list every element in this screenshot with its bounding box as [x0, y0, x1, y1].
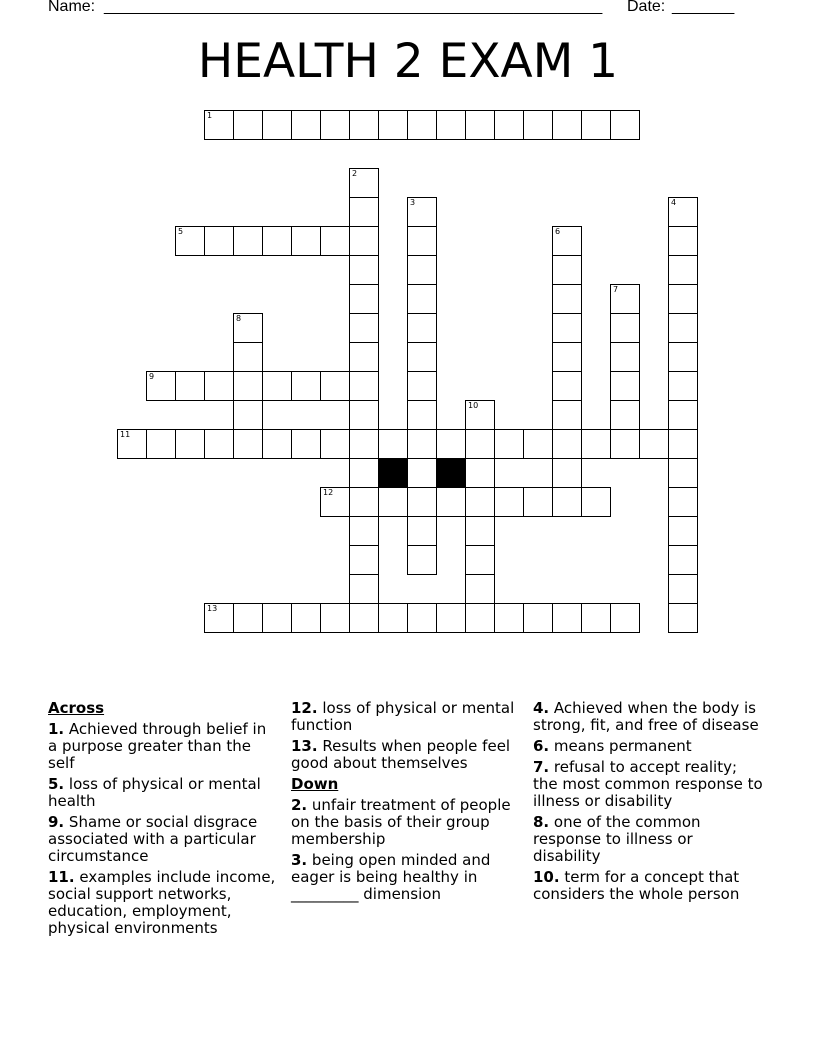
grid-cell[interactable] — [552, 458, 582, 488]
grid-cell[interactable] — [407, 342, 437, 372]
grid-cell[interactable] — [407, 255, 437, 285]
grid-cell[interactable] — [552, 371, 582, 401]
grid-cell[interactable] — [465, 110, 495, 140]
grid-cell[interactable] — [349, 313, 379, 343]
grid-cell[interactable] — [668, 313, 698, 343]
grid-cell[interactable] — [146, 371, 176, 401]
grid-cell[interactable] — [639, 429, 669, 459]
grid-cell[interactable] — [552, 110, 582, 140]
clue-text: examples include income, social support networks, education, employment, physical environments — [48, 868, 276, 937]
clue-number-label: 6 — [555, 227, 561, 236]
grid-cell[interactable] — [436, 110, 466, 140]
clue-number-label: 13 — [207, 604, 218, 613]
grid-cell[interactable] — [320, 110, 350, 140]
grid-cell[interactable] — [233, 110, 263, 140]
grid-cell[interactable] — [523, 429, 553, 459]
grid-cell[interactable] — [262, 226, 292, 256]
grid-cell[interactable] — [523, 487, 553, 517]
grid-cell[interactable] — [146, 429, 176, 459]
grid-cell[interactable] — [465, 574, 495, 604]
clue-number-label: 10 — [468, 401, 479, 410]
clue-number: 9. — [48, 813, 65, 831]
grid-cell[interactable] — [349, 429, 379, 459]
clue-number-label: 11 — [120, 430, 131, 439]
grid-cell[interactable] — [552, 226, 582, 256]
grid-cell[interactable] — [552, 400, 582, 430]
clue-number: 10. — [533, 868, 560, 886]
grid-cell[interactable] — [349, 545, 379, 575]
grid-cell[interactable] — [552, 429, 582, 459]
grid-cell[interactable] — [668, 342, 698, 372]
grid-cell[interactable] — [233, 226, 263, 256]
grid-cell[interactable] — [465, 487, 495, 517]
grid-cell[interactable] — [668, 371, 698, 401]
clue-text: unfair treatment of people on the basis of their group membership — [291, 796, 511, 848]
grid-cell[interactable] — [349, 371, 379, 401]
grid-cell[interactable] — [407, 545, 437, 575]
grid-cell[interactable] — [407, 429, 437, 459]
clues-column-3 — [533, 700, 763, 907]
grid-cell[interactable] — [552, 487, 582, 517]
clue-down-8 — [533, 814, 763, 865]
grid-cell[interactable] — [349, 458, 379, 488]
clue-number-label: 7 — [613, 285, 619, 294]
name-line: ________________________________________________________ — [104, 0, 603, 15]
grid-cell[interactable] — [233, 429, 263, 459]
grid-cell[interactable] — [291, 603, 321, 633]
grid-cell[interactable] — [233, 313, 263, 343]
grid-cell[interactable] — [320, 429, 350, 459]
clue-number-label: 8 — [236, 314, 242, 323]
grid-cell[interactable] — [291, 429, 321, 459]
grid-cell[interactable] — [204, 429, 234, 459]
grid-cell[interactable] — [117, 429, 147, 459]
grid-cell[interactable] — [204, 603, 234, 633]
clue-text: loss of physical or mental function — [291, 699, 515, 734]
black-cell — [378, 458, 408, 488]
name-label: Name: — [48, 0, 96, 15]
grid-cell[interactable] — [349, 110, 379, 140]
clue-across-11 — [48, 869, 280, 937]
grid-cell[interactable] — [465, 603, 495, 633]
grid-cell[interactable] — [465, 400, 495, 430]
grid-cell[interactable] — [465, 429, 495, 459]
grid-cell[interactable] — [262, 429, 292, 459]
grid-cell[interactable] — [552, 313, 582, 343]
clue-number: 8. — [533, 813, 550, 831]
grid-cell[interactable] — [204, 226, 234, 256]
grid-cell[interactable] — [668, 545, 698, 575]
grid-cell[interactable] — [581, 487, 611, 517]
grid-cell[interactable] — [610, 603, 640, 633]
grid-cell[interactable] — [668, 458, 698, 488]
grid-cell[interactable] — [233, 371, 263, 401]
grid-cell[interactable] — [610, 110, 640, 140]
grid-cell[interactable] — [291, 226, 321, 256]
grid-cell[interactable] — [407, 603, 437, 633]
grid-cell[interactable] — [233, 342, 263, 372]
grid-cell[interactable] — [465, 545, 495, 575]
clue-number: 12. — [291, 699, 318, 717]
grid-cell[interactable] — [349, 342, 379, 372]
grid-cell[interactable] — [668, 197, 698, 227]
clue-number: 11. — [48, 868, 75, 886]
clue-across-5 — [48, 776, 280, 810]
grid-cell[interactable] — [465, 516, 495, 546]
grid-cell[interactable] — [349, 400, 379, 430]
clue-text: refusal to accept reality; the most common response to illness or disability — [533, 758, 763, 810]
black-cell — [436, 458, 466, 488]
clue-number: 1. — [48, 720, 65, 738]
clue-number: 6. — [533, 737, 550, 755]
grid-cell[interactable] — [494, 487, 524, 517]
grid-cell[interactable] — [668, 284, 698, 314]
clue-down-2 — [291, 797, 519, 848]
across-heading: Across — [48, 699, 105, 717]
grid-cell[interactable] — [668, 400, 698, 430]
clue-across-12 — [291, 700, 519, 734]
clue-text: Results when people feel good about themselves — [291, 737, 511, 772]
grid-cell[interactable] — [320, 603, 350, 633]
grid-cell[interactable] — [436, 603, 466, 633]
grid-cell[interactable] — [349, 168, 379, 198]
grid-cell[interactable] — [291, 110, 321, 140]
grid-cell[interactable] — [378, 487, 408, 517]
clue-down-4 — [533, 700, 763, 734]
grid-cell[interactable] — [175, 371, 205, 401]
clue-number: 5. — [48, 775, 65, 793]
clue-text: one of the common response to illness or disability — [533, 813, 701, 865]
grid-cell[interactable] — [668, 487, 698, 517]
clue-text: loss of physical or mental health — [48, 775, 261, 810]
grid-cell[interactable] — [494, 603, 524, 633]
grid-cell[interactable] — [494, 429, 524, 459]
grid-cell[interactable] — [436, 429, 466, 459]
grid-cell[interactable] — [407, 487, 437, 517]
clue-number-label: 9 — [149, 372, 155, 381]
clue-down-3 — [291, 852, 519, 903]
grid-cell[interactable] — [407, 371, 437, 401]
clue-down-10 — [533, 869, 763, 903]
grid-cell[interactable] — [668, 255, 698, 285]
clue-text: means permanent — [553, 737, 692, 755]
grid-cell[interactable] — [320, 487, 350, 517]
grid-cell[interactable] — [610, 313, 640, 343]
grid-cell[interactable] — [378, 603, 408, 633]
grid-cell[interactable] — [407, 226, 437, 256]
grid-cell[interactable] — [581, 429, 611, 459]
grid-cell[interactable] — [233, 603, 263, 633]
clue-number-label: 5 — [178, 227, 184, 236]
grid-cell[interactable] — [668, 603, 698, 633]
grid-cell[interactable] — [233, 400, 263, 430]
grid-cell[interactable] — [349, 197, 379, 227]
grid-cell[interactable] — [204, 371, 234, 401]
down-heading: Down — [291, 775, 339, 793]
grid-cell[interactable] — [349, 516, 379, 546]
clue-across-9 — [48, 814, 280, 865]
grid-cell[interactable] — [378, 429, 408, 459]
grid-cell[interactable] — [465, 458, 495, 488]
grid-cell[interactable] — [610, 400, 640, 430]
grid-cell[interactable] — [349, 284, 379, 314]
clue-number: 4. — [533, 699, 550, 717]
grid-cell[interactable] — [552, 255, 582, 285]
grid-cell[interactable] — [407, 458, 437, 488]
grid-cell[interactable] — [436, 487, 466, 517]
clue-text: Shame or social disgrace associated with a particular circumstance — [48, 813, 258, 865]
clue-number-label: 1 — [207, 111, 213, 120]
grid-cell[interactable] — [494, 110, 524, 140]
grid-cell[interactable] — [523, 603, 553, 633]
grid-cell[interactable] — [610, 371, 640, 401]
grid-cell[interactable] — [610, 342, 640, 372]
grid-cell[interactable] — [320, 371, 350, 401]
grid-cell[interactable] — [581, 603, 611, 633]
grid-cell[interactable] — [407, 400, 437, 430]
clue-text: being open minded and eager is being healthy in _________ dimension — [291, 851, 491, 903]
grid-cell[interactable] — [668, 226, 698, 256]
grid-cell[interactable] — [668, 516, 698, 546]
grid-cell[interactable] — [610, 429, 640, 459]
grid-cell[interactable] — [407, 110, 437, 140]
grid-cell[interactable] — [349, 487, 379, 517]
grid-cell[interactable] — [552, 603, 582, 633]
date-line: _______ — [672, 0, 735, 15]
clue-number: 7. — [533, 758, 550, 776]
grid-cell[interactable] — [407, 284, 437, 314]
grid-cell[interactable] — [349, 255, 379, 285]
grid-cell[interactable] — [291, 371, 321, 401]
clue-down-6 — [533, 738, 763, 755]
clues-column-2 — [291, 700, 519, 907]
grid-cell[interactable] — [262, 603, 292, 633]
clue-across-1 — [48, 721, 280, 772]
clue-number: 3. — [291, 851, 308, 869]
grid-cell[interactable] — [320, 226, 350, 256]
clue-text: Achieved through belief in a purpose greater than the self — [48, 720, 267, 772]
clue-number: 13. — [291, 737, 318, 755]
grid-cell[interactable] — [175, 429, 205, 459]
grid-cell[interactable] — [407, 516, 437, 546]
grid-cell[interactable] — [407, 313, 437, 343]
grid-cell[interactable] — [349, 574, 379, 604]
grid-cell[interactable] — [610, 284, 640, 314]
clue-down-7 — [533, 759, 763, 810]
grid-cell[interactable] — [262, 110, 292, 140]
grid-cell[interactable] — [668, 574, 698, 604]
clue-text: Achieved when the body is strong, fit, and free of disease — [533, 699, 759, 734]
page-title: HEALTH 2 EXAM 1 — [197, 34, 619, 89]
grid-cell[interactable] — [407, 197, 437, 227]
grid-cell[interactable] — [668, 429, 698, 459]
grid-cell[interactable] — [349, 603, 379, 633]
clue-across-13 — [291, 738, 519, 772]
clue-number-label: 3 — [410, 198, 416, 207]
grid-cell[interactable] — [523, 110, 553, 140]
grid-cell[interactable] — [262, 371, 292, 401]
clues-column-1 — [48, 700, 280, 941]
clue-text: term for a concept that considers the whole person — [533, 868, 740, 903]
grid-cell[interactable] — [552, 342, 582, 372]
grid-cell[interactable] — [378, 110, 408, 140]
grid-cell[interactable] — [204, 110, 234, 140]
date-label: Date: — [627, 0, 666, 15]
grid-cell[interactable] — [175, 226, 205, 256]
clue-number-label: 4 — [671, 198, 677, 207]
clue-number-label: 2 — [352, 169, 358, 178]
grid-cell[interactable] — [581, 110, 611, 140]
clue-number-label: 12 — [323, 488, 334, 497]
grid-cell[interactable] — [552, 284, 582, 314]
grid-cell[interactable] — [349, 226, 379, 256]
clue-number: 2. — [291, 796, 308, 814]
